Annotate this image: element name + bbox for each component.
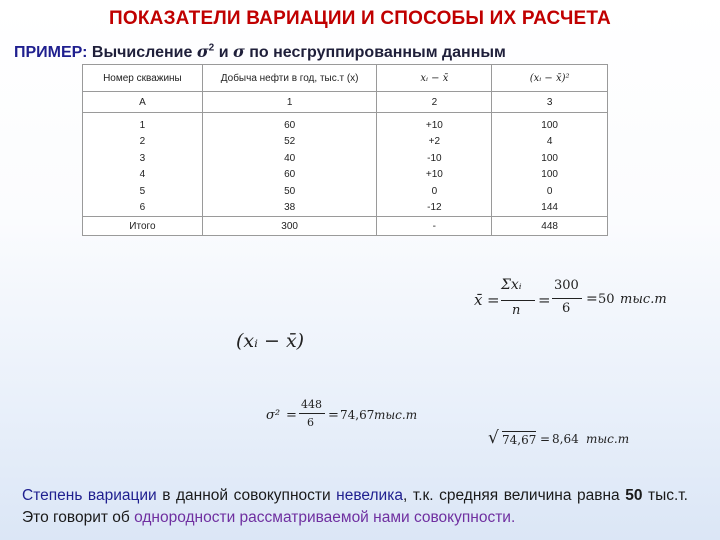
table-cell: 144	[492, 200, 608, 217]
table-cell: -	[377, 217, 492, 236]
stddev-unit: тыс.т	[586, 432, 630, 446]
table-cell: 60	[202, 113, 377, 134]
table-cell: 52	[202, 134, 377, 151]
mean-formula	[474, 277, 684, 324]
subtitle-and: и	[218, 44, 229, 61]
sample-size-n: n	[512, 303, 521, 318]
variance-unit: тыс.т	[374, 408, 418, 422]
table-row	[83, 167, 608, 184]
table-cell: 3	[492, 92, 608, 113]
table-row	[83, 183, 608, 200]
table-cell: 2	[83, 134, 203, 151]
sigma-symbol-2: σ	[232, 42, 245, 61]
count-value: 6	[562, 301, 571, 316]
table-cell: 300	[202, 217, 377, 236]
stddev-equals: =	[540, 432, 551, 446]
subtitle-post: по несгруппированным данным	[249, 44, 506, 61]
table-cell: 100	[492, 167, 608, 184]
table-row	[83, 113, 608, 134]
table-code-row	[83, 92, 608, 113]
mean-result: 50	[598, 292, 615, 307]
table-cell: 1	[202, 92, 377, 113]
table-cell: 38	[202, 200, 377, 217]
variance-result: 74,67	[340, 408, 375, 422]
header-deviation: xᵢ − x̄	[377, 65, 492, 92]
variance-equals-2: =	[328, 408, 339, 423]
sum-value: 300	[554, 278, 579, 293]
subtitle-pre: Вычисление	[91, 44, 193, 61]
table-cell: 40	[202, 150, 377, 167]
conclusion-part: 50	[625, 487, 643, 504]
table-row	[83, 150, 608, 167]
table-total-row	[83, 217, 608, 236]
table-cell: 100	[492, 113, 608, 134]
table-header-row	[83, 65, 608, 92]
conclusion-part: однородности рассматриваемой	[134, 509, 369, 526]
table-cell: 60	[202, 167, 377, 184]
conclusion-part: нами совокупности.	[368, 509, 516, 526]
variance-numerator: 448	[301, 398, 322, 411]
conclusion-part: , т.к. средняя величина равна	[402, 487, 626, 504]
conclusion-part: Степень вариации	[22, 487, 157, 504]
table-cell: +10	[377, 167, 492, 184]
sigma-exponent: 2	[208, 42, 215, 54]
data-table	[82, 64, 608, 236]
sum-numerator: Σxᵢ	[501, 277, 522, 293]
fraction-bar	[299, 413, 325, 414]
mean-symbol: x̄	[474, 291, 483, 309]
mean-equals-3: =	[586, 291, 598, 307]
example-subtitle	[14, 42, 506, 62]
sqrt-radicand: 74,67	[502, 433, 537, 447]
table-cell: +10	[377, 113, 492, 134]
table-cell: 4	[83, 167, 203, 184]
sigma-symbol: σ	[196, 42, 209, 61]
table-cell: Итого	[83, 217, 203, 236]
deviation-expression: (xᵢ − x̄)	[236, 330, 305, 352]
variance-equals-1: =	[286, 408, 297, 423]
table-cell: 6	[83, 200, 203, 217]
fraction-bar	[501, 300, 535, 301]
example-label: ПРИМЕР:	[14, 44, 88, 61]
table-cell: 0	[492, 183, 608, 200]
mean-equals-1: =	[487, 291, 500, 309]
conclusion-part: невелика	[336, 487, 403, 504]
conclusion-text	[22, 485, 688, 529]
table-cell: 0	[377, 183, 492, 200]
fraction-bar	[552, 298, 582, 299]
stddev-result: 8,64	[552, 432, 579, 446]
table-cell: А	[83, 92, 203, 113]
header-oil-output: Добыча нефти в год, тыс.т (x)	[202, 65, 377, 92]
header-well-number: Номер скважины	[83, 65, 203, 92]
table-cell: 3	[83, 150, 203, 167]
sqrt-icon: √	[488, 428, 499, 448]
table-cell: 448	[492, 217, 608, 236]
variance-symbol: σ²	[266, 408, 281, 423]
variance-formula	[266, 398, 426, 438]
table-cell: 4	[492, 134, 608, 151]
table-row	[83, 134, 608, 151]
mean-unit: тыс.т	[620, 292, 667, 307]
header-squared-deviation: (xᵢ − x̄)²	[492, 65, 608, 92]
conclusion-part: тыс.т. Это говорит об	[22, 487, 688, 526]
mean-equals-2: =	[538, 291, 551, 309]
stddev-formula	[488, 428, 658, 452]
table-cell: 2	[377, 92, 492, 113]
table-cell: -10	[377, 150, 492, 167]
table-cell: 100	[492, 150, 608, 167]
table-row	[83, 200, 608, 217]
table-cell: +2	[377, 134, 492, 151]
table-cell: 1	[83, 113, 203, 134]
table-cell: 5	[83, 183, 203, 200]
table-cell: -12	[377, 200, 492, 217]
table-cell: 50	[202, 183, 377, 200]
variance-denominator: 6	[307, 416, 314, 429]
page-title: ПОКАЗАТЕЛИ ВАРИАЦИИ И СПОСОБЫ ИХ РАСЧЕТА	[109, 8, 611, 29]
conclusion-part: в данной совокупности	[156, 487, 337, 504]
